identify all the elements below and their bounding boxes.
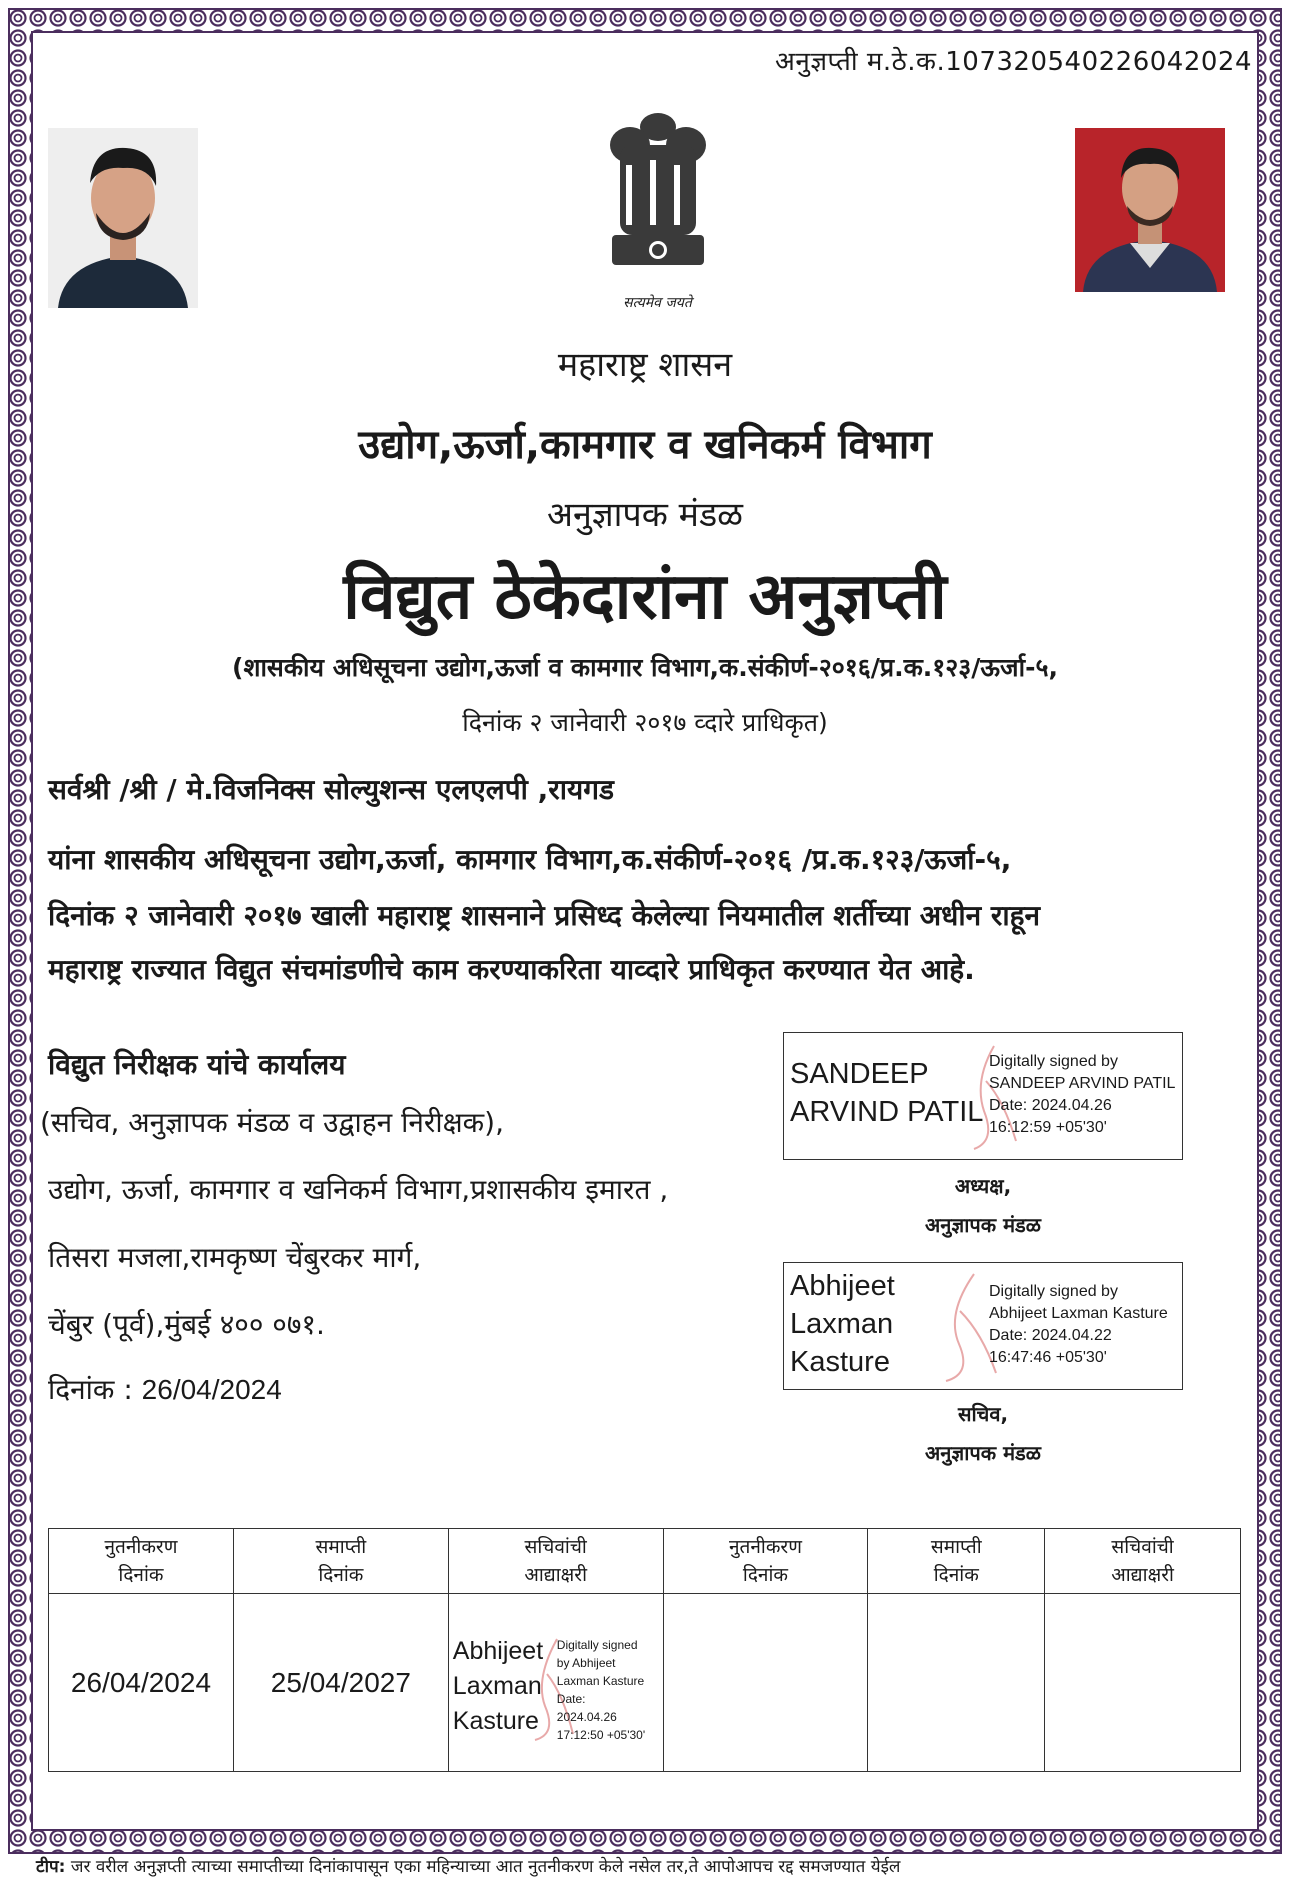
table-header-cell: नुतनीकरण दिनांक xyxy=(663,1529,868,1594)
initials-signer-name: Abhijeet Laxman Kasture xyxy=(452,1637,544,1735)
body-line-1: यांना शासकीय अधिसूचना उद्योग,ऊर्जा, कामगार विभाग,क.संकीर्ण-२०१६ /प्र.क.१२३/ऊर्जा-५, xyxy=(48,843,1012,876)
empty-cell xyxy=(1045,1594,1241,1772)
body-line-3: महाराष्ट्र राज्यात विद्युत संचमांडणीचे काम करण्याकरिता याव्दारे प्राधिकृत करण्यात येत आहे. xyxy=(48,953,975,986)
notification-line-1: (शासकीय अधिसूचना उद्योग,ऊर्जा व कामगार विभाग,क.संकीर्ण-२०१६/प्र.क.१२३/ऊर्जा-५, xyxy=(232,653,1058,682)
office-line-2: उद्योग, ऊर्जा, कामगार व खनिकर्म विभाग,प्रशासकीय इमारत , xyxy=(48,1173,669,1206)
signature-box-chairman xyxy=(783,1032,1183,1160)
signer-name-chairman: SANDEEP ARVIND PATIL xyxy=(790,1058,984,1128)
empty-cell xyxy=(868,1594,1045,1772)
signer-name-secretary: Abhijeet Laxman Kasture xyxy=(790,1270,895,1378)
issue-date-value: 26/04/2024 xyxy=(141,1374,282,1405)
table-header-cell: सचिवांची आद्याक्षरी xyxy=(1045,1529,1241,1594)
notification-line-2: दिनांक २ जानेवारी २०१७ व्दारे प्राधिकृत) xyxy=(462,708,828,737)
signature-details-chairman: Digitally signed by SANDEEP ARVIND PATIL Date: 2024.04.26 16:12:59 +05'30' xyxy=(989,1053,1176,1136)
government-name: महाराष्ट्र शासन xyxy=(557,345,733,385)
office-title: विद्युत निरीक्षक यांचे कार्यालय xyxy=(48,1048,346,1081)
secretary-caption: सचिव, अनुज्ञापक मंडळ xyxy=(925,1402,1041,1465)
table-header-cell: समाप्ती दिनांक xyxy=(233,1529,448,1594)
issue-date-label: दिनांक : xyxy=(48,1373,133,1406)
emblem-motto: सत्यमेव जयते xyxy=(623,295,692,311)
body-line-2: दिनांक २ जानेवारी २०१७ खाली महाराष्ट्र शासनाने प्रसिध्द केलेल्या नियमातील शर्तीच्या अधीन राहून xyxy=(48,899,1041,932)
footer-text: जर वरील अनुज्ञप्ती त्याच्या समाप्तीच्या दिनांकापासून एका महिन्याच्या आत नुतनीकरण केले नसेल तर,ते आपोआपच रद्द समजण्यात येईल xyxy=(70,1857,901,1877)
board-name: अनुज्ञापक मंडळ xyxy=(546,495,744,535)
issue-date-row xyxy=(48,1370,282,1408)
table-row xyxy=(49,1594,1241,1772)
photo-left xyxy=(48,128,198,308)
renewal-date-cell: 26/04/2024 xyxy=(49,1594,234,1772)
table-header-cell: समाप्ती दिनांक xyxy=(868,1529,1045,1594)
certificate-title: विद्युत ठेकेदारांना अनुज्ञप्ती xyxy=(343,560,947,634)
table-header-cell: सचिवांची आद्याक्षरी xyxy=(448,1529,663,1594)
table-header-cell: नुतनीकरण दिनांक xyxy=(49,1529,234,1594)
initials-signature-details: Digitally signed by Abhijeet Laxman Kasture Date: 2024.04.26 17:12:50 +05'30' xyxy=(556,1638,646,1742)
empty-cell xyxy=(663,1594,868,1772)
license-reference-number: अनुज्ञप्ती म.ठे.क.107320540226042024 xyxy=(775,47,1252,77)
photo-right xyxy=(1075,128,1225,292)
department-name: उद्योग,ऊर्जा,कामगार व खनिकर्म विभाग xyxy=(358,422,932,468)
footer-note xyxy=(36,1854,900,1877)
chairman-caption: अध्यक्ष, अनुज्ञापक मंडळ xyxy=(925,1174,1041,1237)
expiry-date-cell: 25/04/2027 xyxy=(233,1594,448,1772)
table-header-row xyxy=(49,1529,1241,1594)
office-line-1: (सचिव, अनुज्ञापक मंडळ व उद्वाहन निरीक्षक), xyxy=(40,1106,504,1139)
signature-box-secretary xyxy=(783,1262,1183,1390)
national-emblem xyxy=(590,105,725,315)
footer-label: टीप: xyxy=(36,1857,66,1877)
secretary-initials-cell xyxy=(448,1594,663,1772)
licensee-name: सर्वश्री /श्री / मे.विजनिक्स सोल्युशन्स एलएलपी ,रायगड xyxy=(48,773,614,806)
renewal-table xyxy=(48,1528,1241,1772)
signature-details-secretary: Digitally signed by Abhijeet Laxman Kasture Date: 2024.04.22 16:47:46 +05'30' xyxy=(989,1283,1168,1366)
office-line-3: तिसरा मजला,रामकृष्ण चेंबुरकर मार्ग, xyxy=(48,1241,422,1274)
office-line-4: चेंबुर (पूर्व),मुंबई ४०० ०७१. xyxy=(48,1308,325,1341)
